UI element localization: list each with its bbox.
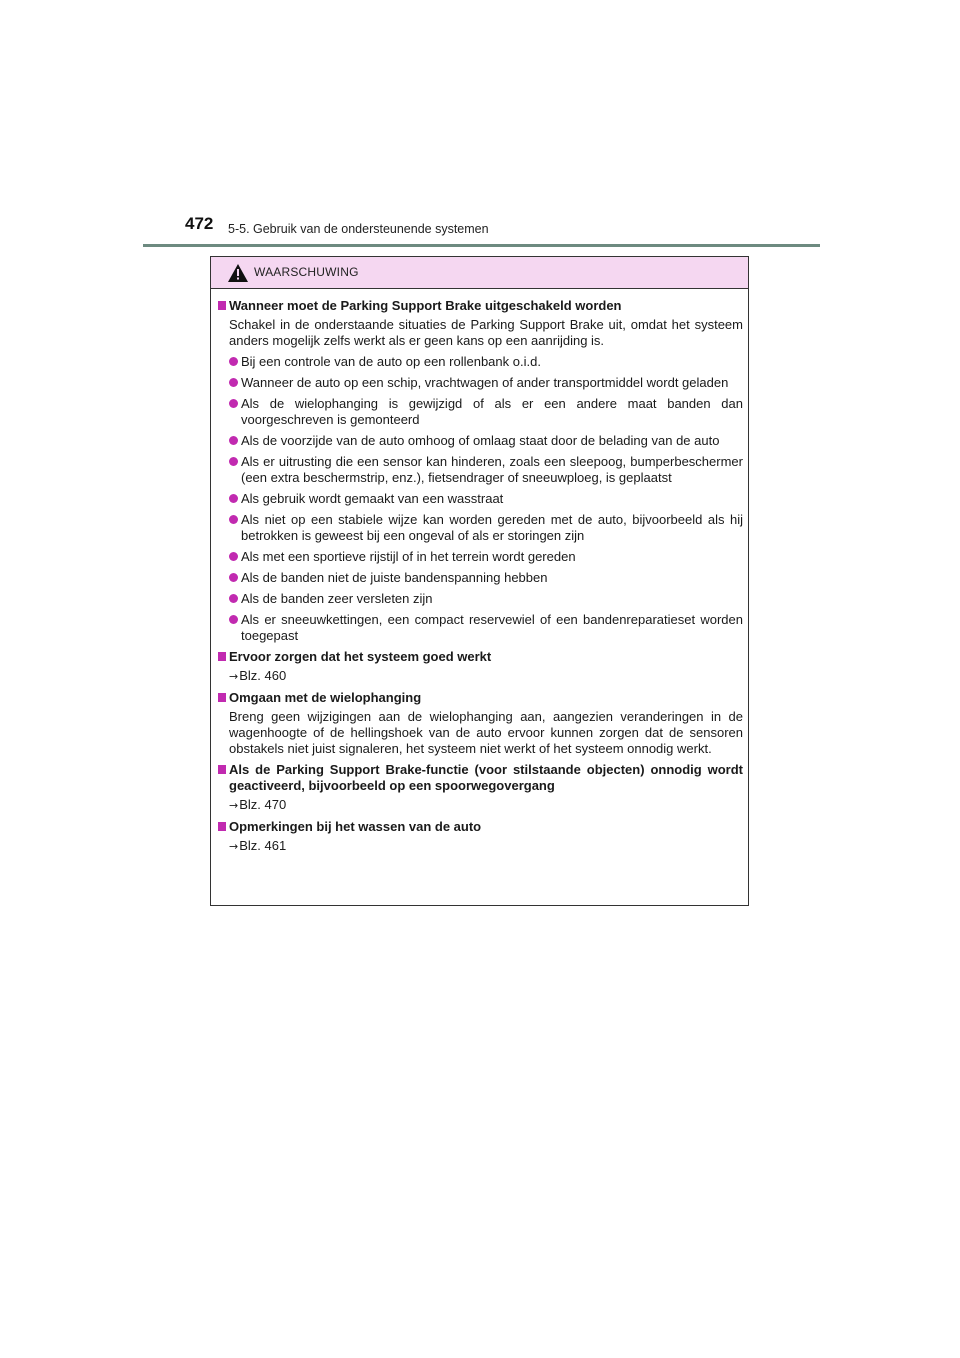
list-item bbox=[218, 591, 743, 607]
list-item bbox=[218, 612, 743, 644]
warning-section-unneeded-activation bbox=[218, 762, 743, 814]
bullet-dot-icon bbox=[229, 494, 238, 503]
right-arrow-icon: → bbox=[229, 840, 239, 853]
warning-section-disable bbox=[218, 298, 743, 644]
list-item-text: Als met een sportieve rijstijl of in het terrein wordt gereden bbox=[241, 549, 576, 564]
list-item bbox=[218, 396, 743, 428]
bullet-dot-icon bbox=[229, 515, 238, 524]
square-marker-icon bbox=[218, 822, 226, 831]
page-reference bbox=[218, 797, 743, 814]
list-item bbox=[218, 433, 743, 449]
bullet-dot-icon bbox=[229, 357, 238, 366]
right-arrow-icon: → bbox=[229, 799, 239, 812]
warning-section-car-wash bbox=[218, 819, 743, 855]
bullet-dot-icon bbox=[229, 573, 238, 582]
section-heading-text: Ervoor zorgen dat het systeem goed werkt bbox=[229, 649, 492, 664]
page-reference-text: Blz. 460 bbox=[239, 668, 287, 683]
warning-header bbox=[211, 257, 748, 289]
bullet-dot-icon bbox=[229, 378, 238, 387]
warning-section-proper-operation bbox=[218, 649, 743, 685]
section-heading bbox=[218, 819, 743, 835]
warning-body bbox=[211, 289, 748, 855]
right-arrow-icon: → bbox=[229, 670, 239, 683]
list-item bbox=[218, 549, 743, 565]
page-reference bbox=[218, 668, 743, 685]
list-item-text: Als gebruik wordt gemaakt van een wasstraat bbox=[241, 491, 504, 506]
section-heading-text: Wanneer moet de Parking Support Brake uitgeschakeld worden bbox=[229, 298, 622, 313]
section-title: 5-5. Gebruik van de ondersteunende systemen bbox=[228, 222, 489, 236]
square-marker-icon bbox=[218, 652, 226, 661]
warning-section-suspension bbox=[218, 690, 743, 757]
header-rule bbox=[143, 244, 820, 247]
warning-title: WAARSCHUWING bbox=[254, 265, 359, 279]
bullet-dot-icon bbox=[229, 615, 238, 624]
list-item-text: Als de wielophanging is gewijzigd of als er een andere maat banden dan voorgeschreven is gemonteerd bbox=[241, 396, 743, 427]
page-reference-text: Blz. 461 bbox=[239, 838, 287, 853]
list-item bbox=[218, 354, 743, 370]
section-heading bbox=[218, 762, 743, 794]
section-heading-text: Omgaan met de wielophanging bbox=[229, 690, 422, 705]
section-heading bbox=[218, 690, 743, 706]
page-reference bbox=[218, 838, 743, 855]
page-number: 472 bbox=[185, 214, 214, 233]
list-item-text: Als de banden niet de juiste bandenspanning hebben bbox=[241, 570, 548, 585]
square-marker-icon bbox=[218, 693, 226, 702]
warning-box bbox=[210, 256, 749, 906]
page-reference-text: Blz. 470 bbox=[239, 797, 287, 812]
list-item-text: Als er sneeuwkettingen, een compact reservewiel of een bandenreparatieset worden toegepast bbox=[241, 612, 743, 643]
list-item-text: Bij een controle van de auto op een rollenbank o.i.d. bbox=[241, 354, 541, 369]
section-text: Schakel in de onderstaande situaties de Parking Support Brake uit, omdat het systeem anders mogelijk zelfs werkt als er geen kans op een aanrijding is. bbox=[229, 317, 743, 348]
section-heading bbox=[218, 649, 743, 665]
list-item-text: Als de voorzijde van de auto omhoog of omlaag staat door de belading van de auto bbox=[241, 433, 720, 448]
bullet-dot-icon bbox=[229, 552, 238, 561]
bullet-dot-icon bbox=[229, 399, 238, 408]
list-item bbox=[218, 454, 743, 486]
list-item-text: Wanneer de auto op een schip, vrachtwagen of ander transportmiddel wordt geladen bbox=[241, 375, 729, 390]
list-item-text: Als de banden zeer versleten zijn bbox=[241, 591, 433, 606]
section-text: Breng geen wijzigingen aan de wielophanging aan, aangezien veranderingen in de wagenhoogte of de hellingshoek van de auto ervoor kunnen zorgen dat de sensoren obstakels niet juist signaleren, het systeem niet werkt of het systeem onnodig werkt. bbox=[229, 709, 743, 756]
list-item bbox=[218, 375, 743, 391]
list-item-text: Als niet op een stabiele wijze kan worden gereden met de auto, bijvoorbeeld als hij betrokken is geweest bij een ongeval of als er storingen zijn bbox=[241, 512, 743, 543]
bullet-dot-icon bbox=[229, 594, 238, 603]
list-item bbox=[218, 512, 743, 544]
section-heading-text: Als de Parking Support Brake-functie (voor stilstaande objecten) onnodig wordt geactiveerd, bijvoorbeeld op een spoorwegovergang bbox=[229, 762, 743, 793]
square-marker-icon bbox=[218, 765, 226, 774]
warning-triangle-icon bbox=[228, 264, 248, 282]
square-marker-icon bbox=[218, 301, 226, 310]
section-heading bbox=[218, 298, 743, 314]
bullet-dot-icon bbox=[229, 436, 238, 445]
section-heading-text: Opmerkingen bij het wassen van de auto bbox=[229, 819, 482, 834]
list-item-text: Als er uitrusting die een sensor kan hinderen, zoals een sleepoog, bumperbeschermer (een extra beschermstrip, enz.), fietsendrager of sneeuwploeg, is geplaatst bbox=[241, 454, 743, 485]
bullet-dot-icon bbox=[229, 457, 238, 466]
list-item bbox=[218, 570, 743, 586]
list-item bbox=[218, 491, 743, 507]
